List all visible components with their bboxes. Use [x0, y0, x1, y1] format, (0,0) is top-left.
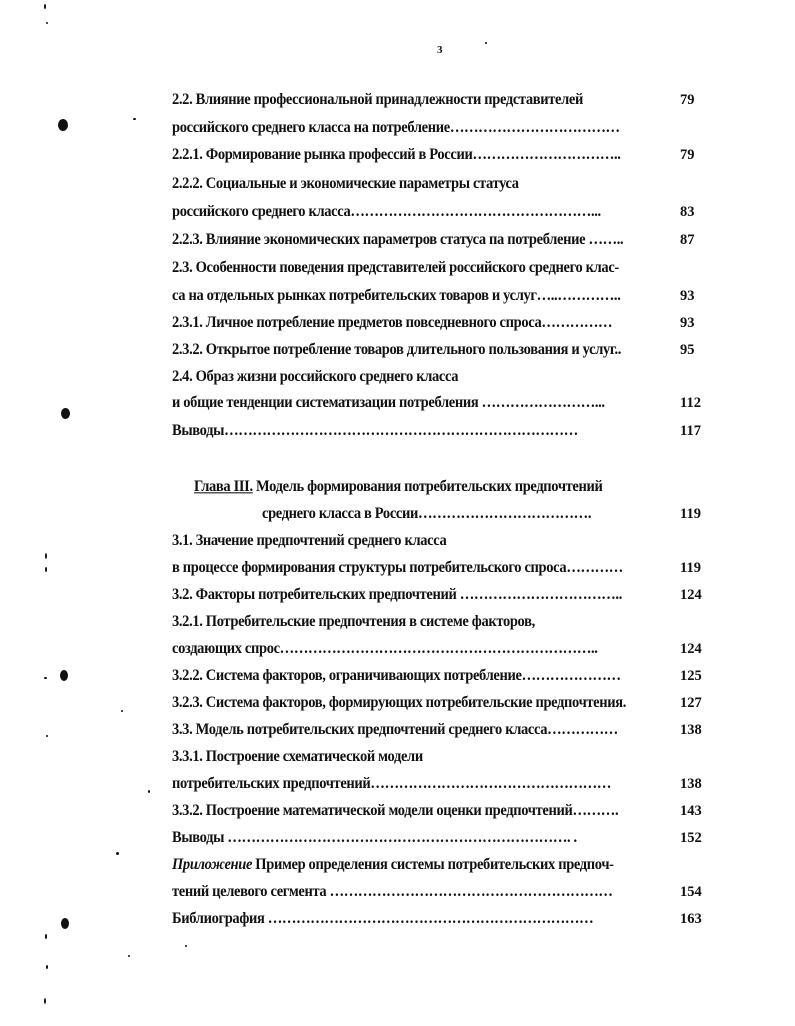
toc-appendix-line1 [172, 855, 666, 874]
toc-entry-3-3-2-page: 143 [680, 803, 702, 819]
toc-entry-2-4-line1: 2.4. Образ жизни российского среднего класса [172, 368, 459, 386]
toc-entry-3-3-2: 3.3.2. Построение математической модели оценки предпочтений………. [172, 802, 619, 820]
toc-entry-3-2: 3.2. Факторы потребительских предпочтений …………………………….. [172, 586, 622, 604]
toc-appendix-page: 154 [680, 884, 702, 900]
toc-entry-2-4-page: 112 [680, 395, 701, 411]
punch-hole-mark [61, 918, 69, 929]
toc-entry-3-3-1-line2: потребительских предпочтений…………………………………………… [172, 775, 611, 793]
toc-entry-2-3-line2: са на отдельных рынках потребительских товаров и услуг…..………….. [172, 287, 621, 305]
appendix-label: Приложение [172, 856, 253, 874]
toc-entry-3-3-1-line1: 3.3.1. Построение схематической модели [172, 748, 423, 766]
toc-entry-3-3-1-page: 138 [680, 776, 702, 792]
chapter-3-label: Глава III. [194, 478, 253, 496]
toc-entry-3-2-2-page: 125 [680, 668, 702, 684]
toc-appendix-line2: тений целевого сегмента …………………………………………………… [172, 883, 613, 901]
scan-speck [44, 677, 47, 679]
toc-entry-2-2-3-page: 87 [680, 232, 695, 248]
toc-chapter-3-line2: среднего класса в России………………………………. [262, 505, 592, 523]
toc-entry-conclusions-3: Выводы ………………………………………………………………. . [172, 829, 577, 847]
toc-entry-3-2-1-page: 124 [680, 641, 702, 657]
appendix-title: Пример определения системы потребительских предпоч- [252, 856, 614, 874]
toc-entry-2-2-page: 79 [680, 92, 695, 108]
toc-entry-3-2-1-line2: создающих спрос………………………………………………………….. [172, 640, 598, 658]
toc-entry-3-1-line1: 3.1. Значение предпочтений среднего класса [172, 532, 447, 550]
toc-chapter-3-line1 [194, 477, 666, 496]
scan-speck [44, 998, 46, 1004]
toc-entry-2-2-2-line1: 2.2.2. Социальные и экономические параметры статуса [172, 175, 519, 193]
toc-entry-2-2-1-page: 79 [680, 147, 695, 163]
scan-speck [45, 567, 47, 572]
toc-entry-3-3-page: 138 [680, 722, 702, 738]
punch-hole-mark [58, 119, 68, 131]
toc-entry-3-2-1-line1: 3.2.1. Потребительские предпочтения в системе факторов, [172, 613, 535, 631]
toc-entry-conclusions-3-page: 152 [680, 830, 702, 846]
scan-speck [46, 735, 48, 737]
toc-entry-2-2-3: 2.2.3. Влияние экономических параметров статуса па потребление …….. [172, 231, 624, 249]
toc-entry-3-1-line2: в процессе формирования структуры потребительского спроса………… [172, 559, 623, 577]
scan-speck [133, 118, 136, 120]
toc-entry-2-4-line2: и общие тенденции систематизации потребления ……………………... [172, 394, 605, 412]
toc-entry-conclusions-2: Выводы………………………………………………………………… [172, 422, 578, 440]
scan-speck [128, 955, 130, 957]
page-number: 3 [437, 44, 443, 56]
toc-entry-2-2-line1: 2.2. Влияние профессиональной принадлежности представителей [172, 91, 584, 109]
scan-speck [485, 42, 487, 44]
scan-speck [121, 710, 123, 712]
scan-speck [45, 553, 47, 559]
scan-speck [185, 945, 187, 947]
scan-speck [116, 852, 119, 855]
scan-speck [148, 790, 150, 793]
toc-bibliography-page: 163 [680, 911, 702, 927]
toc-entry-3-2-3-page: 127 [680, 695, 702, 711]
scan-speck [45, 934, 47, 939]
scan-speck [46, 965, 48, 969]
toc-entry-2-2-2-line2: российского среднего класса……………………………………………... [172, 203, 601, 221]
punch-hole-mark [60, 670, 68, 681]
toc-entry-2-2-2-page: 83 [680, 204, 695, 220]
punch-hole-mark [61, 408, 70, 419]
toc-chapter-3-page: 119 [680, 506, 701, 522]
toc-entry-conclusions-2-page: 117 [680, 423, 701, 439]
toc-entry-3-2-3: 3.2.3. Система факторов, формирующих потребительские предпочтения. [172, 694, 627, 712]
toc-entry-3-2-page: 124 [680, 587, 702, 603]
toc-entry-3-1-page: 119 [680, 560, 701, 576]
toc-entry-3-2-2: 3.2.2. Система факторов, ограничивающих потребление………………… [172, 667, 621, 685]
toc-entry-2-2-line2: российского среднего класса на потребление……………………………… [172, 119, 620, 137]
toc-bibliography: Библиография …………………………………………………………… [172, 910, 594, 928]
toc-entry-2-2-1: 2.2.1. Формирование рынка профессий в России………………………….. [172, 146, 621, 164]
toc-entry-3-3: 3.3. Модель потребительских предпочтений среднего класса…………… [172, 721, 618, 739]
toc-entry-2-3-1-page: 93 [680, 315, 695, 331]
toc-entry-2-3-2-page: 95 [680, 342, 695, 358]
toc-entry-2-3-line1: 2.3. Особенности поведения представителей российского среднего клас- [172, 259, 619, 277]
chapter-3-title: Модель формирования потребительских предпочтений [252, 478, 603, 496]
toc-entry-2-3-1: 2.3.1. Личное потребление предметов повседневного спроса…………… [172, 314, 613, 332]
scan-speck [44, 4, 46, 9]
toc-entry-2-3-2: 2.3.2. Открытое потребление товаров длительного пользования и услуг.. [172, 341, 622, 359]
scan-speck [46, 22, 48, 24]
toc-entry-2-3-page: 93 [680, 288, 695, 304]
